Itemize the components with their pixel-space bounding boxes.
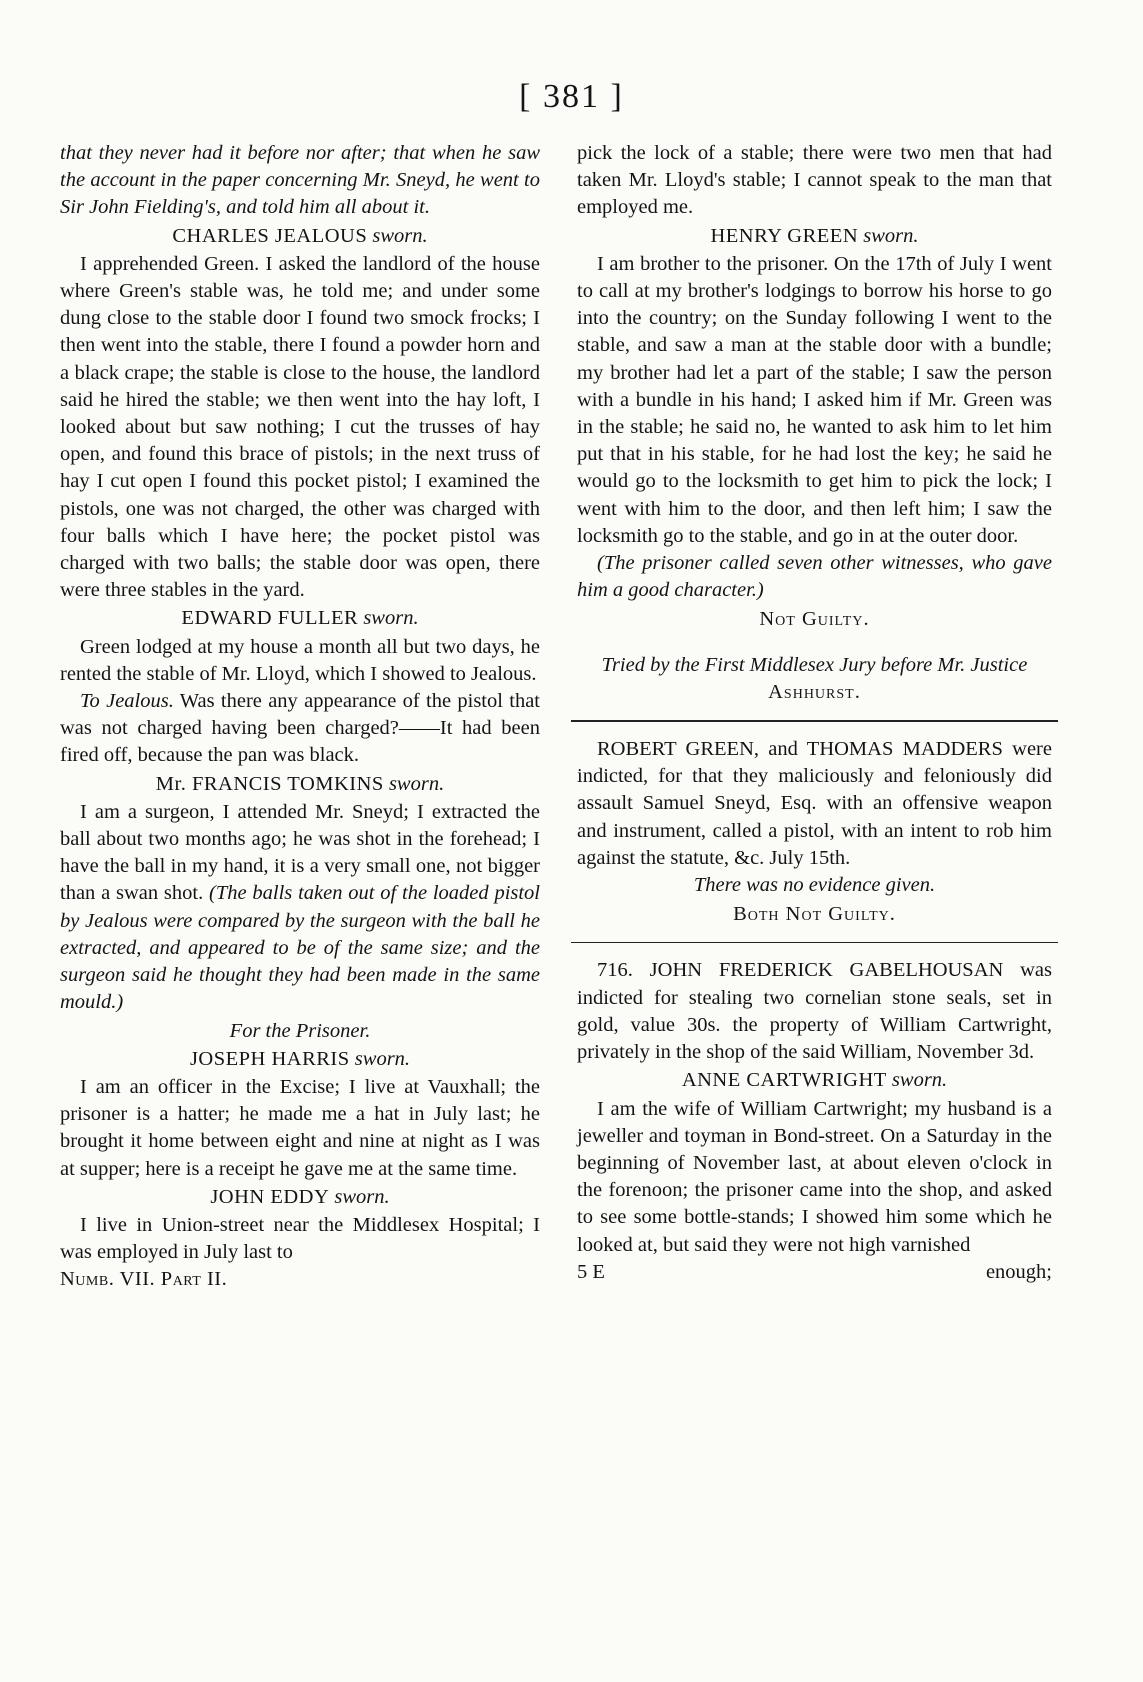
testimony-paragraph	[60, 799, 540, 1017]
witness-name: JOHN EDDY	[210, 1185, 330, 1208]
testimony-paragraph: I am the wife of William Cartwright; my husband is a jeweller and toyman in Bond-street. On a Saturday in the beginning of November last, at about eleven o'clock in the forenoon; the prisoner came into the shop, and asked to see some bottle-stands; I showed him some which he looked at, but said they were not high varnished	[577, 1097, 1052, 1256]
sworn-label: sworn.	[388, 772, 445, 795]
witness-heading	[60, 1046, 540, 1073]
court-note: (The prisoner called seven other witnesses, who gave him a good character.)	[577, 552, 1052, 602]
witness-name: Mr. FRANCIS TOMKINS	[155, 772, 384, 795]
page-number: [ 381 ]	[519, 78, 624, 115]
witness-name: JOSEPH HARRIS	[189, 1047, 350, 1070]
indictment-paragraph: 716. JOHN FREDERICK GABELHOUSAN was indicted for stealing two cornelian stone seals, set in gold, value 30s. the property of William Cartwright, privately in the shop of the said William, November 3d.	[577, 959, 1052, 1064]
verdict: Not Guilty.	[759, 608, 870, 631]
jury-text: Tried by the First Middlesex Jury before Mr. Justice	[601, 653, 1028, 676]
testimony-text: I am a surgeon, I attended Mr. Sneyd; I extracted the ball about two months ago; he was shot in the forehead; I have the ball in my hand, it is a very small one, not bigger than a swan shot.	[60, 800, 540, 905]
witness-heading	[60, 771, 540, 798]
verdict: Both Not Guilty.	[733, 903, 896, 926]
witness-name: HENRY GREEN	[710, 224, 859, 247]
witness-heading	[60, 605, 540, 632]
catchword: enough;	[985, 1260, 1052, 1283]
signature-mark: 5 E	[577, 1260, 605, 1283]
testimony-paragraph: I am brother to the prisoner. On the 17th of July I went to call at my brother's lodgings to borrow his horse to go into the country; on the Sunday following I went to the stable, and saw a man at the stable door with a bundle; my brother had let a part of the stable; I saw the person with a bundle in his hand; I asked him if Mr. Green was in the stable; he said no, he wanted to ask him to let him put that in his stable, for he had lost the key; he said he would go to the locksmith to get him to pick the lock; I went with him to the door, and then left him; I saw the locksmith go to the stable, and go in at the outer door.	[577, 252, 1052, 547]
paragraph: that they never had it before nor after; that when he saw the account in the paper concerning Mr. Sneyd, he went to Sir John Fielding's, and told him all about it.	[60, 142, 540, 219]
testimony-paragraph: I apprehended Green. I asked the landlord of the house where Green's stable was, he told me; and under some dung close to the stable door I found two smock frocks; I then went into the stable, there I found a powder horn and a black crape; the stable is close to the house, the landlord said he hired the stable; we then went into the hay loft, I looked about but saw nothing; I cut the trusses of hay open, and found this brace of pistols; in the next truss of hay I cut open I found this pocket pistol; I examined the pistols, one was not charged, the other was charged with four balls which I have here; the pocket pistol was charged with two balls; the stable door was open, there were three stables in the yard.	[60, 252, 540, 602]
judge-name: Ashhurst.	[768, 680, 861, 703]
jury-note	[577, 652, 1052, 706]
question-text: Was there any appearance of the pistol that was not charged having been charged?——It had been fired off, because the pan was black.	[60, 690, 541, 767]
issue-footer: Numb. VII. Part II.	[60, 1268, 228, 1291]
testimony-paragraph: pick the lock of a stable; there were two men that had taken Mr. Lloyd's stable; I cannot speak to the man that employed me.	[577, 142, 1052, 219]
witness-heading	[577, 223, 1052, 250]
witness-name: ANNE CARTWRIGHT	[681, 1069, 887, 1092]
indictment-paragraph: ROBERT GREEN, and THOMAS MADDERS were indicted, for that they maliciously and feloniously did assault Samuel Sneyd, Esq. with an offensive weapon and instrument, called a pistol, with an intent to rob him against the statute, &c. July 15th.	[577, 738, 1052, 869]
section-heading: For the Prisoner.	[229, 1019, 371, 1042]
sworn-label: sworn.	[363, 607, 419, 630]
right-column	[577, 140, 1052, 1286]
testimony-paragraph: I live in Union-street near the Middlesex Hospital; I was employed in July last to	[60, 1213, 540, 1264]
testimony-paragraph	[60, 688, 540, 770]
testimony-paragraph: Green lodged at my house a month all but two days, he rented the stable of Mr. Lloyd, which I showed to Jealous.	[60, 635, 540, 685]
sworn-label: sworn.	[863, 224, 919, 247]
sworn-label: sworn.	[372, 224, 428, 247]
addressee-label: To Jealous.	[80, 690, 174, 713]
court-note: (The balls taken out of the loaded pistol by Jealous were compared by the surgeon with the ball he extracted, and appeared to be of the same size; and the surgeon said he thought they had been made in the same mould.)	[60, 882, 541, 1014]
spacer	[577, 634, 1052, 652]
witness-heading	[60, 1184, 540, 1211]
sworn-label: sworn.	[891, 1069, 948, 1092]
left-column	[60, 140, 540, 1294]
sworn-label: sworn.	[334, 1185, 390, 1208]
sworn-label: sworn.	[354, 1047, 411, 1070]
page-footer	[577, 1259, 1052, 1286]
witness-heading	[577, 1067, 1052, 1094]
testimony-paragraph: I am an officer in the Excise; I live at Vauxhall; the prisoner is a hatter; he made me a hat in July last; he brought it home between eight and nine at night as I was at supper; here is a receipt he gave me at the same time.	[60, 1075, 540, 1180]
court-note: There was no evidence given.	[693, 874, 936, 897]
witness-heading	[60, 223, 540, 250]
section-divider	[571, 942, 1058, 943]
witness-name: EDWARD FULLER	[181, 607, 359, 630]
section-divider	[571, 720, 1058, 722]
witness-name: CHARLES JEALOUS	[172, 224, 368, 247]
